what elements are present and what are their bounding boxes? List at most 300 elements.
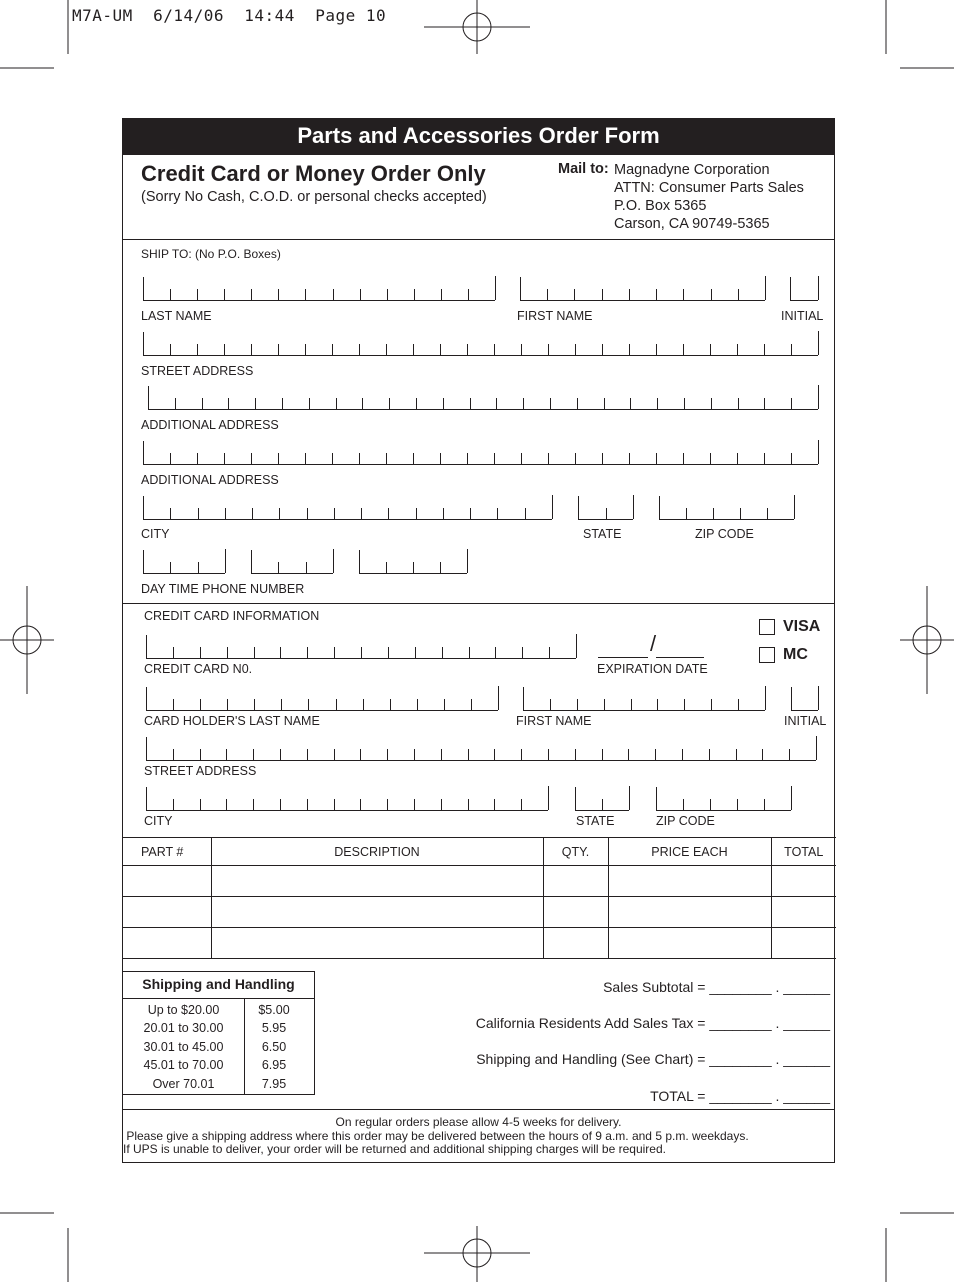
cell-divider bbox=[631, 699, 632, 710]
cell-divider bbox=[628, 749, 629, 760]
cell-divider bbox=[521, 453, 522, 464]
cell-divider bbox=[467, 453, 468, 464]
cell-divider bbox=[361, 508, 362, 519]
cell-divider bbox=[764, 453, 765, 464]
cell-divider bbox=[470, 508, 471, 519]
cell-divider bbox=[360, 749, 361, 760]
cell-divider bbox=[548, 344, 549, 355]
cell-divider bbox=[765, 686, 766, 710]
cell-divider bbox=[198, 562, 199, 573]
cell-divider bbox=[414, 749, 415, 760]
cell-divider bbox=[334, 647, 335, 658]
cell-divider bbox=[522, 647, 523, 658]
cell-divider bbox=[467, 344, 468, 355]
cell-divider bbox=[789, 749, 790, 760]
part-number-cell[interactable] bbox=[123, 897, 211, 928]
holder-city-field[interactable] bbox=[146, 787, 548, 811]
holder-first-name-field[interactable] bbox=[523, 687, 765, 711]
cell-divider bbox=[791, 453, 792, 464]
qty-cell[interactable] bbox=[543, 866, 608, 897]
ship-last-name-field[interactable] bbox=[143, 277, 495, 301]
total-cell[interactable] bbox=[771, 897, 836, 928]
cell-divider bbox=[471, 699, 472, 710]
cell-divider bbox=[764, 799, 765, 810]
cell-divider bbox=[359, 453, 360, 464]
mc-checkbox[interactable] bbox=[759, 647, 775, 663]
cell-divider bbox=[684, 699, 685, 710]
cell-divider bbox=[713, 508, 714, 519]
cell-divider bbox=[441, 749, 442, 760]
table-row bbox=[123, 866, 836, 897]
phone-area-code-field[interactable] bbox=[143, 550, 225, 574]
cell-divider bbox=[710, 453, 711, 464]
cell-divider bbox=[738, 289, 739, 300]
additional-address-label-1: ADDITIONAL ADDRESS bbox=[141, 418, 279, 432]
cell-divider bbox=[791, 398, 792, 409]
column-header: PRICE EACH bbox=[608, 838, 771, 866]
cell-divider bbox=[494, 453, 495, 464]
column-header: DESCRIPTION bbox=[211, 838, 543, 866]
cell-divider bbox=[494, 799, 495, 810]
cell-divider bbox=[577, 398, 578, 409]
expiration-year-field[interactable] bbox=[656, 657, 704, 658]
cell-divider bbox=[547, 289, 548, 300]
cell-divider bbox=[737, 453, 738, 464]
cell-divider bbox=[710, 344, 711, 355]
cell-divider bbox=[200, 749, 201, 760]
holder-street-field[interactable] bbox=[146, 737, 816, 761]
cell-divider bbox=[390, 699, 391, 710]
cell-divider bbox=[469, 647, 470, 658]
cell-divider bbox=[173, 749, 174, 760]
shipping-range: 30.01 to 45.00 bbox=[143, 1039, 224, 1054]
additional-address-label-2: ADDITIONAL ADDRESS bbox=[141, 473, 279, 487]
cell-divider bbox=[523, 398, 524, 409]
cell-divider bbox=[227, 699, 228, 710]
shipping-rate-row bbox=[123, 1019, 314, 1037]
cell-divider bbox=[251, 453, 252, 464]
cell-divider bbox=[224, 344, 225, 355]
cell-divider bbox=[737, 344, 738, 355]
cell-divider bbox=[470, 398, 471, 409]
cell-divider bbox=[389, 398, 390, 409]
cell-divider bbox=[413, 562, 414, 573]
cell-divider bbox=[736, 749, 737, 760]
ship-additional-address-field-2[interactable] bbox=[143, 441, 818, 465]
cell-divider bbox=[550, 699, 551, 710]
cell-divider bbox=[170, 344, 171, 355]
cell-divider bbox=[251, 344, 252, 355]
qty-cell[interactable] bbox=[543, 928, 608, 959]
cell-divider bbox=[711, 289, 712, 300]
cell-divider bbox=[254, 647, 255, 658]
cell-divider bbox=[738, 398, 739, 409]
holder-initial-field[interactable] bbox=[791, 687, 818, 711]
cell-divider bbox=[633, 495, 634, 519]
cell-divider bbox=[764, 398, 765, 409]
cell-divider bbox=[818, 385, 819, 409]
cell-divider bbox=[740, 508, 741, 519]
cell-divider bbox=[253, 799, 254, 810]
shipping-range: Up to $20.00 bbox=[147, 1003, 220, 1017]
cell-divider bbox=[170, 289, 171, 300]
cell-divider bbox=[497, 508, 498, 519]
price-each-cell[interactable] bbox=[608, 866, 771, 897]
credit-card-number-field[interactable] bbox=[146, 635, 576, 659]
mail-to-line: ATTN: Consumer Parts Sales bbox=[614, 180, 804, 196]
cell-divider bbox=[468, 799, 469, 810]
cell-divider bbox=[224, 453, 225, 464]
cell-divider bbox=[684, 398, 685, 409]
holder-zip-field[interactable] bbox=[656, 787, 791, 811]
cell-divider bbox=[682, 749, 683, 760]
cell-divider bbox=[441, 799, 442, 810]
payment-note: (Sorry No Cash, C.O.D. or personal checks accepted) bbox=[141, 189, 487, 205]
cell-divider bbox=[794, 495, 795, 519]
shipping-cost: $5.00 bbox=[258, 1003, 290, 1017]
notice-line: On regular orders please allow 4-5 weeks for delivery. bbox=[335, 1115, 622, 1129]
description-cell[interactable] bbox=[211, 928, 543, 959]
cell-divider bbox=[414, 799, 415, 810]
cell-divider bbox=[173, 699, 174, 710]
phone-prefix-field[interactable] bbox=[251, 550, 333, 574]
description-cell[interactable] bbox=[211, 897, 543, 928]
cell-divider bbox=[305, 289, 306, 300]
total-cell[interactable] bbox=[771, 866, 836, 897]
cell-divider bbox=[818, 331, 819, 355]
ship-state-field[interactable] bbox=[578, 496, 633, 520]
form-title: Parts and Accessories Order Form bbox=[123, 119, 834, 155]
table-row bbox=[123, 897, 836, 928]
column-header: PART # bbox=[123, 838, 211, 866]
cell-divider bbox=[387, 749, 388, 760]
credit-card-heading: CREDIT CARD INFORMATION bbox=[144, 609, 320, 623]
ship-additional-address-field-1[interactable] bbox=[148, 386, 818, 410]
street-address-label: STREET ADDRESS bbox=[141, 364, 254, 378]
cell-divider bbox=[308, 699, 309, 710]
cell-divider bbox=[656, 344, 657, 355]
cell-divider bbox=[278, 344, 279, 355]
holder-last-name-label: CARD HOLDER'S LAST NAME bbox=[144, 714, 320, 728]
cell-divider bbox=[498, 686, 499, 710]
cell-divider bbox=[575, 453, 576, 464]
payment-heading: Credit Card or Money Order Only bbox=[141, 161, 486, 186]
expiration-slash: / bbox=[650, 631, 657, 656]
cell-divider bbox=[764, 344, 765, 355]
cell-divider bbox=[602, 289, 603, 300]
grand-total-line[interactable]: TOTAL = ________ . ______ bbox=[650, 1088, 830, 1104]
cell-divider bbox=[602, 344, 603, 355]
cell-divider bbox=[575, 344, 576, 355]
cell-divider bbox=[200, 799, 201, 810]
cell-divider bbox=[307, 508, 308, 519]
card-number-label: CREDIT CARD N0. bbox=[144, 662, 253, 676]
cell-divider bbox=[386, 453, 387, 464]
cell-divider bbox=[413, 453, 414, 464]
cell-divider bbox=[656, 453, 657, 464]
ship-city-field[interactable] bbox=[143, 496, 552, 520]
cell-divider bbox=[306, 562, 307, 573]
expiration-label: EXPIRATION DATE bbox=[597, 662, 708, 676]
ship-initial-field[interactable] bbox=[790, 277, 818, 301]
cell-divider bbox=[550, 398, 551, 409]
cell-divider bbox=[388, 508, 389, 519]
cell-divider bbox=[224, 289, 225, 300]
cell-divider bbox=[521, 749, 522, 760]
cell-divider bbox=[818, 440, 819, 464]
cell-divider bbox=[440, 562, 441, 573]
cell-divider bbox=[629, 786, 630, 810]
cell-divider bbox=[548, 786, 549, 810]
shipping-rate-row bbox=[123, 1075, 314, 1093]
cell-divider bbox=[574, 289, 575, 300]
mail-to-label: Mail to: bbox=[558, 161, 609, 177]
cell-divider bbox=[629, 453, 630, 464]
price-each-cell[interactable] bbox=[608, 897, 771, 928]
state-label: STATE bbox=[583, 527, 622, 541]
cell-divider bbox=[307, 647, 308, 658]
cell-divider bbox=[336, 699, 337, 710]
ship-first-name-field[interactable] bbox=[520, 277, 765, 301]
cell-divider bbox=[334, 508, 335, 519]
shipping-range: Over 70.01 bbox=[152, 1076, 215, 1091]
phone-line-field[interactable] bbox=[359, 550, 467, 574]
holder-initial-label: INITIAL bbox=[784, 714, 827, 728]
cell-divider bbox=[791, 786, 792, 810]
cell-divider bbox=[521, 799, 522, 810]
cell-divider bbox=[683, 289, 684, 300]
cell-divider bbox=[388, 647, 389, 658]
shipping-range: 20.01 to 30.00 bbox=[143, 1021, 224, 1036]
cell-divider bbox=[387, 289, 388, 300]
cell-divider bbox=[818, 276, 819, 300]
cell-divider bbox=[334, 749, 335, 760]
zip-label: ZIP CODE bbox=[695, 527, 754, 541]
cell-divider bbox=[202, 398, 203, 409]
cell-divider bbox=[278, 562, 279, 573]
cell-divider bbox=[281, 699, 282, 710]
holder-last-name-field[interactable] bbox=[146, 687, 498, 711]
cell-divider bbox=[606, 508, 607, 519]
notice-line: Please give a shipping address where this order may be delivered between the hours of 9 a.m. and 5 p.m. weekdays. bbox=[123, 1128, 749, 1143]
shipping-cost: 6.95 bbox=[261, 1058, 287, 1073]
cell-divider bbox=[170, 508, 171, 519]
cell-divider bbox=[496, 398, 497, 409]
shipping-handling-line[interactable]: Shipping and Handling (See Chart) = ________ . ______ bbox=[476, 1051, 830, 1067]
cell-divider bbox=[333, 289, 334, 300]
cell-divider bbox=[305, 344, 306, 355]
cell-divider bbox=[309, 398, 310, 409]
mail-to-address bbox=[614, 161, 804, 233]
divider bbox=[123, 603, 834, 604]
cell-divider bbox=[386, 344, 387, 355]
cell-divider bbox=[307, 799, 308, 810]
shipping-cost: 7.95 bbox=[261, 1076, 287, 1091]
cell-divider bbox=[441, 289, 442, 300]
cell-divider bbox=[711, 398, 712, 409]
cell-divider bbox=[279, 508, 280, 519]
shipping-range: 45.01 to 70.00 bbox=[143, 1058, 224, 1073]
description-cell[interactable] bbox=[211, 866, 543, 897]
cell-divider bbox=[604, 699, 605, 710]
cell-divider bbox=[576, 634, 577, 658]
cell-divider bbox=[683, 453, 684, 464]
cell-divider bbox=[173, 647, 174, 658]
cell-divider bbox=[361, 647, 362, 658]
cell-divider bbox=[173, 799, 174, 810]
cell-divider bbox=[198, 508, 199, 519]
shipping-chart bbox=[123, 971, 315, 1095]
sales-subtotal-line[interactable]: Sales Subtotal = ________ . ______ bbox=[603, 979, 830, 995]
cell-divider bbox=[630, 398, 631, 409]
holder-city-label: CITY bbox=[144, 814, 173, 828]
cell-divider bbox=[552, 495, 553, 519]
cell-divider bbox=[254, 699, 255, 710]
cell-divider bbox=[816, 736, 817, 760]
holder-state-label: STATE bbox=[576, 814, 615, 828]
holder-street-label: STREET ADDRESS bbox=[144, 764, 257, 778]
cell-divider bbox=[602, 749, 603, 760]
cell-divider bbox=[602, 453, 603, 464]
cell-divider bbox=[525, 508, 526, 519]
sales-tax-line[interactable]: California Residents Add Sales Tax = ________ . ______ bbox=[475, 1015, 830, 1031]
cell-divider bbox=[333, 549, 334, 573]
cell-divider bbox=[494, 749, 495, 760]
mail-to-line: Magnadyne Corporation bbox=[614, 162, 770, 178]
cell-divider bbox=[575, 749, 576, 760]
cell-divider bbox=[278, 289, 279, 300]
table-header-row bbox=[123, 838, 836, 866]
cell-divider bbox=[440, 453, 441, 464]
cell-divider bbox=[332, 344, 333, 355]
cell-divider bbox=[200, 699, 201, 710]
part-number-cell[interactable] bbox=[123, 866, 211, 897]
cell-divider bbox=[655, 749, 656, 760]
cell-divider bbox=[548, 453, 549, 464]
cell-divider bbox=[416, 508, 417, 519]
order-form bbox=[122, 118, 835, 1163]
cell-divider bbox=[226, 749, 227, 760]
cell-divider bbox=[604, 398, 605, 409]
cell-divider bbox=[416, 398, 417, 409]
mail-to-line: P.O. Box 5365 bbox=[614, 198, 707, 214]
cell-divider bbox=[363, 699, 364, 710]
holder-state-field[interactable] bbox=[575, 787, 629, 811]
cell-divider bbox=[495, 647, 496, 658]
shipping-cost: 6.50 bbox=[261, 1039, 287, 1054]
total-cell[interactable] bbox=[771, 928, 836, 959]
first-name-label: FIRST NAME bbox=[517, 309, 593, 323]
notice-line: If UPS is unable to deliver, your order will be returned and additional shipping charges will be required. bbox=[123, 1142, 666, 1156]
visa-checkbox[interactable] bbox=[759, 619, 775, 635]
price-each-cell[interactable] bbox=[608, 928, 771, 959]
phone-label: DAY TIME PHONE NUMBER bbox=[141, 582, 305, 596]
cell-divider bbox=[442, 647, 443, 658]
divider bbox=[123, 239, 834, 240]
cell-divider bbox=[656, 289, 657, 300]
print-slug: M7A-UM 6/14/06 14:44 Page 10 bbox=[72, 6, 387, 25]
cell-divider bbox=[278, 453, 279, 464]
cell-divider bbox=[336, 398, 337, 409]
mail-to-line: Carson, CA 90749-5365 bbox=[614, 216, 770, 232]
cell-divider bbox=[440, 344, 441, 355]
cell-divider bbox=[360, 289, 361, 300]
expiration-month-field[interactable] bbox=[598, 657, 648, 658]
cell-divider bbox=[227, 647, 228, 658]
cell-divider bbox=[414, 289, 415, 300]
cell-divider bbox=[818, 686, 819, 710]
cell-divider bbox=[197, 289, 198, 300]
cell-divider bbox=[170, 453, 171, 464]
cell-divider bbox=[762, 749, 763, 760]
ship-to-heading: SHIP TO: (No P.O. Boxes) bbox=[141, 247, 281, 261]
ship-street-field[interactable] bbox=[143, 332, 818, 356]
cell-divider bbox=[226, 799, 227, 810]
part-number-cell[interactable] bbox=[123, 928, 211, 959]
holder-first-name-label: FIRST NAME bbox=[516, 714, 592, 728]
cell-divider bbox=[170, 562, 171, 573]
cell-divider bbox=[255, 398, 256, 409]
cell-divider bbox=[225, 508, 226, 519]
cell-divider bbox=[334, 799, 335, 810]
holder-zip-label: ZIP CODE bbox=[656, 814, 715, 828]
cell-divider bbox=[629, 344, 630, 355]
cell-divider bbox=[280, 799, 281, 810]
delivery-notice bbox=[123, 1109, 834, 1157]
cell-divider bbox=[468, 289, 469, 300]
last-name-label: LAST NAME bbox=[141, 309, 212, 323]
cell-divider bbox=[548, 749, 549, 760]
cell-divider bbox=[686, 508, 687, 519]
cell-divider bbox=[280, 647, 281, 658]
column-header: QTY. bbox=[543, 838, 608, 866]
cell-divider bbox=[443, 398, 444, 409]
cell-divider bbox=[282, 398, 283, 409]
cell-divider bbox=[737, 799, 738, 810]
city-label: CITY bbox=[141, 527, 170, 541]
ship-zip-field[interactable] bbox=[659, 496, 794, 520]
shipping-rate-row bbox=[123, 1001, 314, 1019]
table-row bbox=[123, 928, 836, 959]
shipping-rate-row bbox=[123, 1056, 314, 1074]
cell-divider bbox=[251, 289, 252, 300]
cell-divider bbox=[252, 508, 253, 519]
cell-divider bbox=[362, 398, 363, 409]
cell-divider bbox=[791, 344, 792, 355]
cell-divider bbox=[521, 344, 522, 355]
cell-divider bbox=[577, 699, 578, 710]
cell-divider bbox=[709, 749, 710, 760]
cell-divider bbox=[711, 699, 712, 710]
cell-divider bbox=[629, 289, 630, 300]
cell-divider bbox=[495, 276, 496, 300]
cell-divider bbox=[197, 344, 198, 355]
cell-divider bbox=[360, 799, 361, 810]
cell-divider bbox=[738, 699, 739, 710]
cell-divider bbox=[332, 453, 333, 464]
cell-divider bbox=[228, 398, 229, 409]
cell-divider bbox=[657, 398, 658, 409]
cell-divider bbox=[443, 508, 444, 519]
cell-divider bbox=[386, 562, 387, 573]
cell-divider bbox=[253, 749, 254, 760]
cell-divider bbox=[602, 799, 603, 810]
cell-divider bbox=[657, 699, 658, 710]
cell-divider bbox=[444, 699, 445, 710]
cell-divider bbox=[175, 398, 176, 409]
qty-cell[interactable] bbox=[543, 897, 608, 928]
cell-divider bbox=[683, 799, 684, 810]
